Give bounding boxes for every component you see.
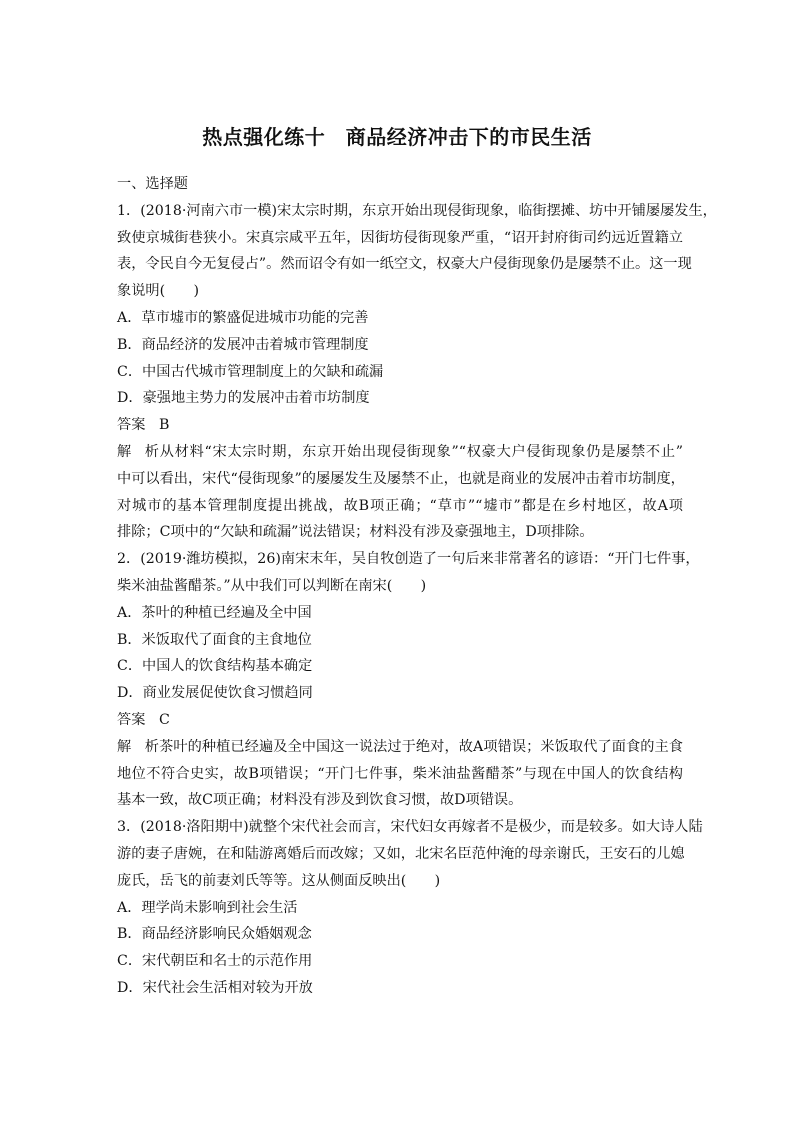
analysis-line: 对城市的基本管理制度提出挑战，故B项正确；“草市”“墟市”都是在乡村地区，故A项 <box>117 497 683 514</box>
analysis-label: 解析 <box>117 443 159 460</box>
option-d: D．宋代社会生活相对较为开放 <box>117 979 313 996</box>
option-a: A．理学尚未影响到社会生活 <box>117 899 298 916</box>
question-stem-line: 1．(2018·河南六市一模)宋太宗时期，东京开始出现侵街现象，临街摆摊、坊中开铺屡屡发生， <box>117 202 717 219</box>
option-b: B．商品经济影响民众婚姻观念 <box>117 926 312 943</box>
question-stem-line: 庞氏，岳飞的前妻刘氏等等。这从侧面反映出( ) <box>117 872 441 889</box>
answer-label: 答案 <box>117 711 146 728</box>
analysis-line: 地位不符合史实，故B项错误；“开门七件事，柴米油盐酱醋茶”与现在中国人的饮食结构 <box>117 765 683 782</box>
option-c: C．中国古代城市管理制度上的欠缺和疏漏 <box>117 363 384 380</box>
option-d: D．商业发展促使饮食习惯趋同 <box>117 685 313 702</box>
question-stem-line: 致使京城街巷狭小。宋真宗咸平五年，因街坊侵街现象严重，“诏开封府街司约远近置籍立 <box>117 229 683 246</box>
answer-label: 答案 <box>117 417 146 434</box>
answer-value: B <box>159 417 170 434</box>
option-c: C．宋代朝臣和名士的示范作用 <box>117 953 313 970</box>
content-body <box>117 171 717 1002</box>
analysis-line <box>117 734 683 761</box>
option-a: A．茶叶的种植已经遍及全中国 <box>117 604 312 621</box>
question-stem-line: 游的妻子唐婉，在和陆游离婚后而改嫁；又如，北宋名臣范仲淹的母亲谢氏，王安石的儿媳 <box>117 845 685 862</box>
analysis-text: 茶叶的种植已经遍及全中国这一说法过于绝对，故A项错误；米饭取代了面食的主食 <box>159 738 683 755</box>
question-stem-line: 柴米油盐酱醋茶。”从中我们可以判断在南宋( ) <box>117 577 427 594</box>
question-stem-line: 表，令民自今无复侵占”。然而诏令有如一纸空文，权豪大户侵街现象仍是屡禁不止。这一现 <box>117 256 692 273</box>
page-title: 热点强化练十 商品经济冲击下的市民生活 <box>202 125 592 149</box>
question-stem-line: 象说明( ) <box>117 283 200 300</box>
option-c: C．中国人的饮食结构基本确定 <box>117 658 313 675</box>
option-b: B．商品经济的发展冲击着城市管理制度 <box>117 336 369 353</box>
question-stem-line: 2．(2019·潍坊模拟，26)南宋末年，吴自牧创造了一句后来非常著名的谚语：“开门七件事， <box>117 551 700 568</box>
option-a: A．草市墟市的繁盛促进城市功能的完善 <box>117 309 369 326</box>
analysis-label: 解析 <box>117 738 159 755</box>
section-heading: 一、选择题 <box>117 176 188 192</box>
analysis-line: 基本一致，故C项正确；材料没有涉及到饮食习惯，故D项错误。 <box>117 792 523 809</box>
question-1 <box>117 198 717 546</box>
question-stem-line: 3．(2018·洛阳期中)就整个宋代社会而言，宋代妇女再嫁者不是极少，而是较多。如大诗人陆 <box>117 819 703 836</box>
analysis-line: 中可以看出，宋代“侵街现象”的屡屡发生及屡禁不止，也就是商业的发展冲击着市坊制度， <box>117 470 685 487</box>
answer-value: C <box>159 711 170 728</box>
answer-row <box>117 412 683 439</box>
question-3 <box>117 814 703 1002</box>
option-b: B．米饭取代了面食的主食地位 <box>117 631 312 648</box>
option-d: D．豪强地主势力的发展冲击着市坊制度 <box>117 390 370 407</box>
analysis-line: 排除；C项中的“欠缺和疏漏”说法错误；材料没有涉及豪强地主，D项排除。 <box>117 524 594 541</box>
answer-row <box>117 707 683 734</box>
analysis-text: 从材料“宋太宗时期，东京开始出现侵街现象”“权豪大户侵街现象仍是屡禁不止” <box>159 443 683 460</box>
question-2 <box>117 546 700 814</box>
analysis-line <box>117 439 683 466</box>
